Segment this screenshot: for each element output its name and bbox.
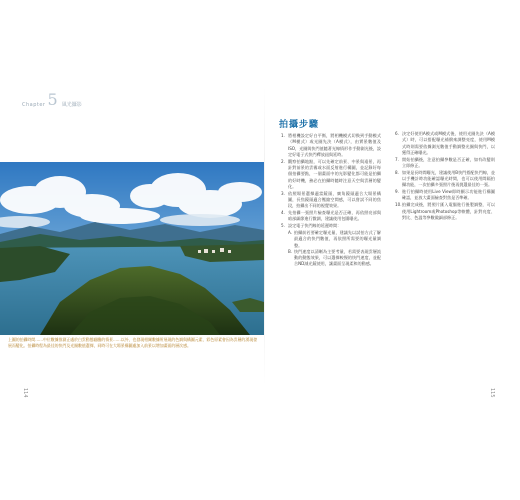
landscape-photo xyxy=(0,162,264,335)
step-item xyxy=(395,157,495,170)
steps-column-left xyxy=(281,133,381,268)
step-number: 1. xyxy=(281,133,285,138)
step-number: 7. xyxy=(395,156,399,162)
substep-text: 拍攝前若要確定曝光量，建議先以試拍方式了解最適合的快門數值，再依照所需要的曝光量調整。 xyxy=(294,229,381,248)
step-text: 如果是長時間曝光，建議使用B快門搭配快門線，並以手機計時功能確認曝光時間，也可以使用間隔拍攝功能，一次拍攝多張照片後再挑選最佳的一張。 xyxy=(402,169,495,188)
step-text: 決定好使用A模式或M模式後，使用光圈先決（A模式）時，可以搭配曝光補償來調整亮度，使用M模式時則需要依據測光數值手動調整光圈與快門，以獲得正確曝光。 xyxy=(402,131,495,155)
substep-item xyxy=(288,249,381,268)
step-number: 3. xyxy=(281,190,285,196)
page-number-right: 115 xyxy=(489,388,495,398)
step-item xyxy=(281,210,381,223)
page-number-left: 114 xyxy=(22,388,28,398)
step-number: 8. xyxy=(395,169,399,175)
step-item xyxy=(281,133,381,158)
substep-letter: B. xyxy=(288,248,293,254)
substep-letter: A. xyxy=(288,229,293,235)
step-number: 4. xyxy=(281,210,285,216)
step-number: 9. xyxy=(395,189,399,195)
step-number: 6. xyxy=(395,131,399,136)
step-item xyxy=(395,170,495,189)
substep-text: 快門速度以清晰為主要考量，若需要表現雲層流動的動態效果，可以選擇較慢的快門速度，並配合ND減光鏡使用，讓畫面呈現柔和的動感。 xyxy=(294,248,381,267)
step-text: 設定電子快門線的延遲時間： xyxy=(288,223,342,229)
step-item xyxy=(281,223,381,229)
step-number: 10. xyxy=(395,202,402,208)
chapter-header xyxy=(22,92,82,108)
step-item xyxy=(395,202,495,221)
substep-item xyxy=(288,230,381,249)
step-item xyxy=(281,159,381,190)
page-gutter xyxy=(264,86,265,386)
chapter-number: 5 xyxy=(47,90,58,109)
step-text: 觀察拍攝地點，可以先確定前景、中景與遠景，再針對前景的雲霧或水面反射進行構圖，並記錄好每個拍攝要點，一個畫面中的光影變化都可能是拍攝的好時機，務必在拍攝時隨時注意天空與雲層的變化。 xyxy=(288,158,381,189)
step-item xyxy=(395,189,495,202)
step-number: 2. xyxy=(281,158,285,164)
photo-caption: 上圖的拍攝時間……中位數據推測正處於白雲動態翻騰的情景……以外，也發現相關數據所展現的色調與構圖元素，彩色原素會因為雲層的湧現發展而變化。拍攝時程為最佳的快門及光圈數值選擇，同時可在大場景構圖處加入前景以增加畫面的層次感。 xyxy=(8,337,257,348)
step-text: 將相機設定好白平衡，將相機模式切換到手動模式（M模式）或光圈先決（A模式），由實景數值及ISO，光圈與快門值隨著光線情形作手動測光後，設定好電子式快門釋放鈕與延時。 xyxy=(288,133,381,157)
step-text: 依照場景選擇適當鏡頭，廣角鏡頭適合大場景構圖，長焦鏡頭適合壓縮空間感，可以嘗試不同的焦段，拍攝出不同的視覺效果。 xyxy=(288,190,381,209)
lake-landscape-icon xyxy=(0,162,264,335)
chapter-word: Chapter xyxy=(22,102,46,108)
chapter-title: 風光攝影 xyxy=(61,102,82,108)
section-title: 拍攝步驟 xyxy=(279,120,320,130)
step-number: 5. xyxy=(281,223,285,229)
step-item xyxy=(395,131,495,156)
step-text: 拍攝完成後，將照片匯入電腦進行後製調整，可以使用Lightroom或Photoshop等軟體，針對亮度、對比、色溫等參數做細部修正。 xyxy=(402,202,495,220)
step-text: 進行拍攝時使用Live View即時顯示功能進行構圖確認，並放大畫面檢查對焦是否準確。 xyxy=(402,189,495,201)
step-text: 先拍攝一張照片檢查曝光是否正確，再依照亮部與暗部細節進行微調，建議使用包圍曝光。 xyxy=(288,210,381,222)
step-item xyxy=(281,191,381,210)
steps-column-right xyxy=(395,131,495,222)
step-text: 開始拍攝後，注意拍攝參數是否正確，如有改變則立即修正。 xyxy=(402,156,495,168)
